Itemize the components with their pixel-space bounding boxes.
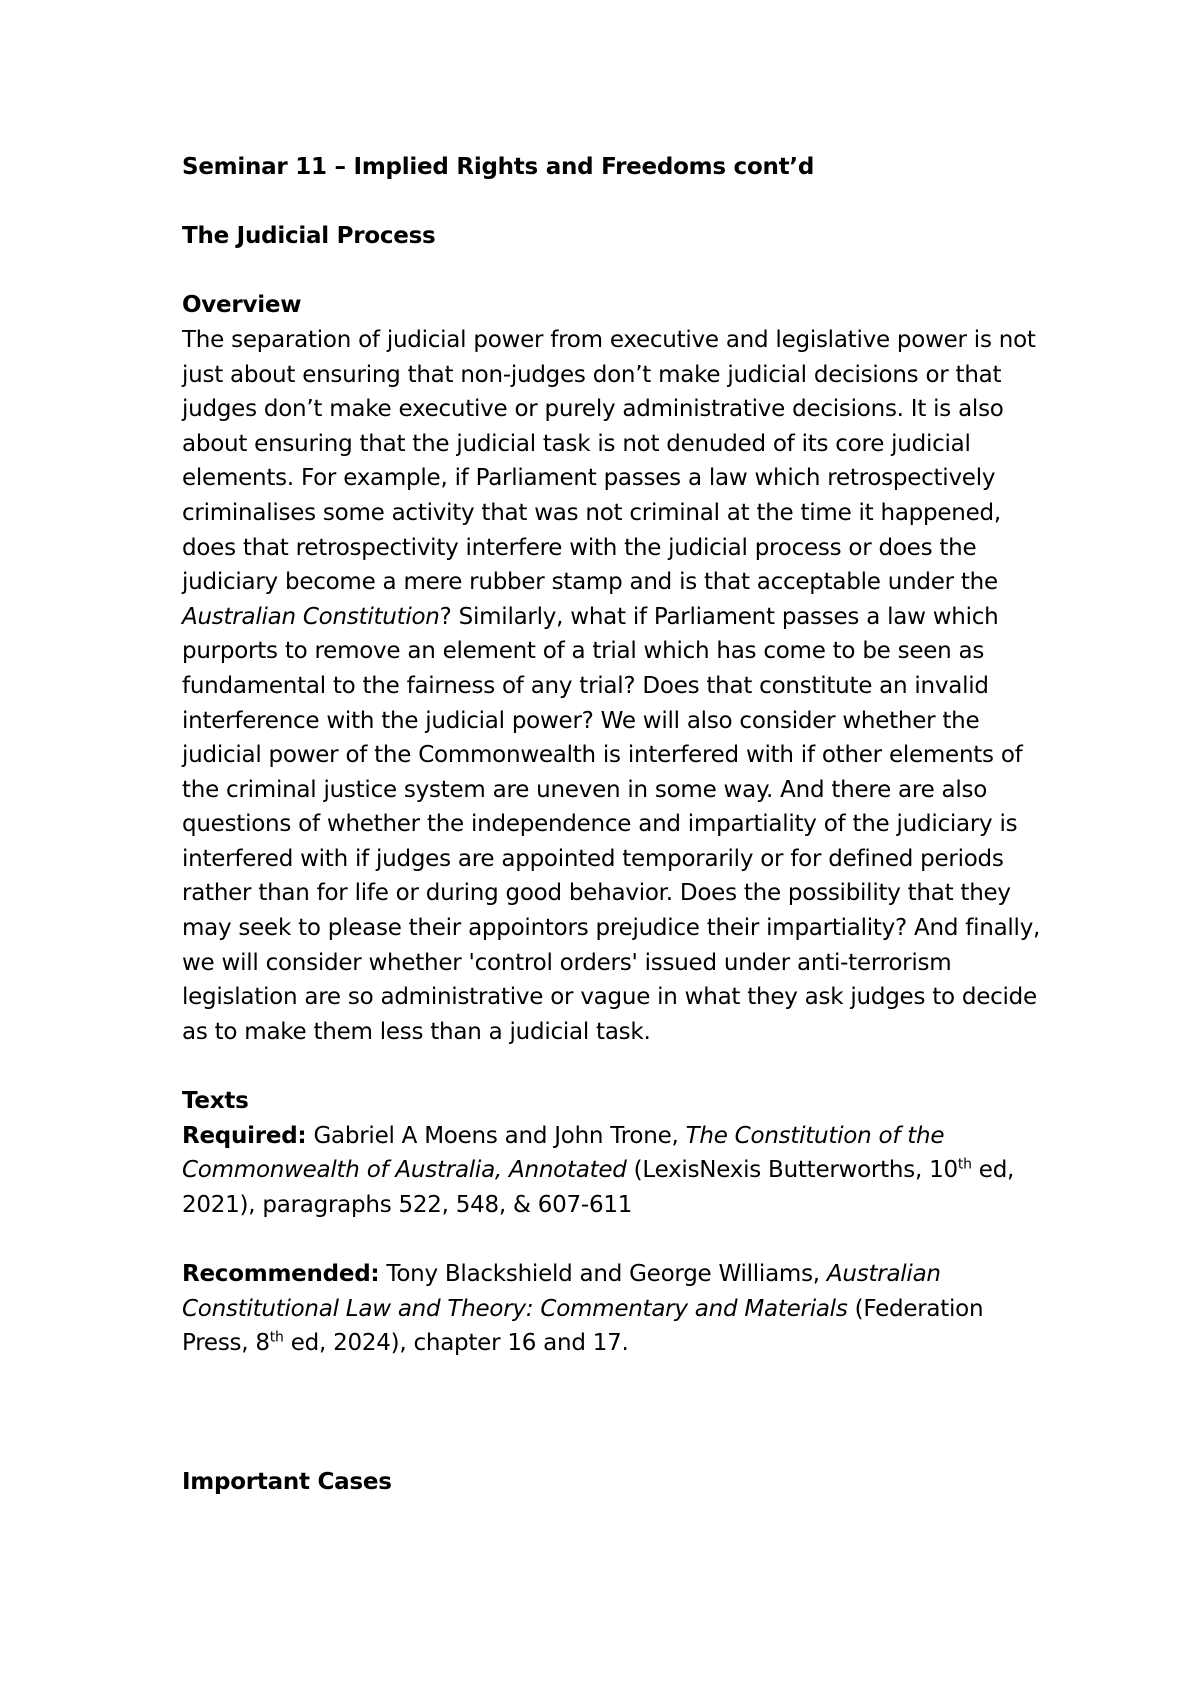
required-authors: Gabriel A Moens and John Trone,: [306, 1122, 686, 1149]
recommended-authors: Tony Blackshield and George Williams,: [379, 1261, 827, 1287]
recommended-publisher: (Federation Press, 8: [182, 1295, 984, 1357]
required-title: The Constitution of the Commonwealth of Australia, Annotated: [182, 1122, 945, 1184]
document-page: [182, 150, 1042, 1499]
spacer: [182, 1049, 1042, 1084]
overview-italic-constitution: Australian Constitution: [182, 603, 440, 630]
texts-heading: Texts: [182, 1088, 249, 1115]
recommended-details: ed, 2024), chapter 16 and 17.: [283, 1330, 629, 1357]
required-publisher: (LexisNexis Butterworths, 10: [626, 1157, 958, 1184]
recommended-label: Recommended:: [182, 1261, 380, 1287]
spacer: [182, 254, 1042, 289]
spacer: [182, 1361, 1042, 1465]
overview-paragraph: [182, 323, 1042, 1049]
overview-text-part-1: The separation of judicial power from executive and legislative power is not just about ensuring that non-judges don’t make judicial decisions or that judges don’t make executive or purely administrative decisions. It is also about ensuring that the judicial task is not denuded of its core judicial elements. For example, if Parliament passes a law which retrospectively criminalises some activity that was not criminal at the time it happened, does that retrospectivity interfere with the judicial process or does the judiciary become a mere rubber stamp and is that acceptable under the: [182, 326, 1036, 596]
overview-heading: Overview: [182, 292, 302, 319]
required-reading: [182, 1119, 1042, 1223]
required-edition-sup: th: [957, 1156, 972, 1173]
overview-text-part-2: ? Similarly, what if Parliament passes a law which purports to remove an element of a trial which has come to be seen as fundamental to the fairness of any trial? Does that constitute an invalid interference with the judicial power? We will also consider whether the judicial power of the Commonwealth is interfered with if other elements of the criminal justice system are uneven in some way. And there are also questions of whether the independence and impartiality of the judiciary is interfered with if judges are appointed temporarily or for defined periods rather than for life or during good behavior. Does the possibility that they may seek to please their appointors prejudice their impartiality? And finally, we will consider whether 'control orders' issued under anti-terrorism legislation are so administrative or vague in what they ask judges to decide as to make them less than a judicial task.: [182, 603, 1041, 1045]
spacer: [182, 185, 1042, 220]
required-details: ed, 2021), paragraphs 522, 548, & 607-611: [182, 1157, 1015, 1218]
recommended-reading: [182, 1257, 1042, 1361]
recommended-edition-sup: th: [269, 1329, 284, 1346]
important-cases-heading: Important Cases: [182, 1468, 392, 1495]
section-title: The Judicial Process: [182, 223, 436, 250]
seminar-title: Seminar 11 – Implied Rights and Freedoms cont’d: [182, 154, 815, 180]
required-label: Required:: [182, 1122, 307, 1149]
spacer: [182, 1222, 1042, 1257]
recommended-title: Australian Constitutional Law and Theory: Commentary and Materials: [182, 1261, 941, 1322]
